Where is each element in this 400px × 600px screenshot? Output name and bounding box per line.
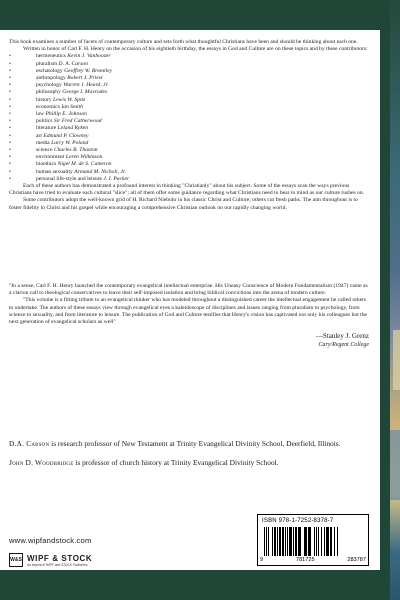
bullet-icon: •	[9, 89, 11, 96]
bullet-icon: •	[9, 75, 11, 82]
publisher-tagline: An Imprint of WIPF and STOCK Publishers	[27, 562, 88, 567]
contributor-item	[9, 140, 369, 147]
contributor-topic: anthropology	[36, 75, 66, 82]
endorsement-paragraph-2: "This volume is a fitting tribute to an evangelical thinker who has modeled throughout a distinguished career the intellectual engagement he called others to undertake. The authors of these essays view through evangelical eyes a kaleidoscope of disciplines and issues ranging from pluralism to psychology, from science to sexuality, and from literature to leisure. The publication of God and Culture testifies that Henry's vision has captivated not only his colleagues but the next generation of evangelical scholars as well"	[9, 297, 367, 326]
contributor-topic: eschatology	[36, 67, 63, 74]
bullet-icon: •	[9, 60, 11, 67]
barcode-digit-group: 9	[260, 557, 264, 563]
contributor-name: Larry W. Poland	[51, 139, 89, 146]
barcode-bar	[338, 527, 339, 556]
contributor-list	[9, 53, 369, 183]
contributor-name: Lewis W. Spitz	[52, 96, 86, 103]
contributor-topic: media	[36, 139, 50, 146]
editor-description: is research professor of New Testament at Trinity Evangelical Divinity School, Deerfield, Illinois.	[49, 439, 341, 448]
contributor-name: Sir Fred Catherwood	[53, 118, 102, 125]
contributor-topic: law	[36, 111, 45, 118]
endorsement-attribution	[9, 332, 369, 349]
contributor-name: Edmund P. Clowney	[43, 132, 89, 139]
contributor-topic: pluralism	[36, 60, 58, 67]
contributor-name: Nigel M. de S. Cameron	[57, 161, 112, 168]
contributor-item	[9, 61, 369, 68]
editors-block	[9, 439, 369, 476]
contributor-item	[9, 176, 369, 183]
bullet-icon: •	[9, 96, 11, 103]
editor-bio	[9, 439, 369, 449]
contributor-name: George I. Mavrodes	[62, 89, 108, 96]
bullet-icon: •	[9, 132, 11, 139]
contributor-item	[9, 161, 369, 168]
contributor-item	[9, 89, 369, 96]
contributor-topic: environment	[36, 154, 65, 161]
contributor-name: Phillip E. Johnson	[45, 111, 87, 118]
bullet-icon: •	[9, 53, 11, 60]
publisher-logo	[9, 552, 92, 568]
contributor-item	[9, 68, 369, 75]
publisher-name: WIPF & STOCK	[27, 553, 93, 563]
contributor-topic: human sexuality	[36, 168, 73, 175]
barcode-digits	[260, 557, 366, 563]
bullet-icon: •	[9, 125, 11, 132]
bullet-icon: •	[9, 147, 11, 154]
endorsement-block	[9, 283, 369, 349]
bullet-icon: •	[9, 161, 11, 168]
text-panel	[0, 30, 380, 570]
contributor-name: D. A. Carson	[58, 60, 88, 67]
contributor-item	[9, 118, 369, 125]
contributor-topic: personal life-style and leisure	[36, 175, 103, 182]
editor-bio	[9, 458, 369, 468]
contributor-item	[9, 154, 369, 161]
contributor-topic: psychology	[36, 82, 62, 89]
isbn-barcode	[257, 514, 369, 566]
editor-name: D.A. Carson	[9, 439, 50, 448]
cover-art-strip	[390, 0, 400, 600]
contributor-name: Ian Smith	[61, 103, 83, 110]
contributor-topic: philosophy	[36, 89, 61, 96]
contributor-topic: science	[36, 147, 53, 154]
contributor-item	[9, 169, 369, 176]
contributor-topic: bioethics	[36, 161, 57, 168]
contributor-item	[9, 97, 369, 104]
contributor-name: Charles B. Thaxton	[53, 147, 98, 154]
interest-paragraph: Each of these authors has demonstrated a profound interest in thinking "Christianly" about his subject. Some of the essays scan the ways previous Christians have tried to evaluate each cultural "slice"; all of them offer some guidance regarding what Christians need to bear in mind as our culture rushes on.	[9, 183, 365, 197]
contributor-name: Warren J. Heard, Jr.	[63, 82, 109, 89]
bullet-icon: •	[9, 139, 11, 146]
bullet-icon: •	[9, 175, 11, 182]
contributor-item	[9, 147, 369, 154]
contributor-name: Geoffrey W. Bromiley	[64, 67, 113, 74]
contributor-name: Loren Wilkinson	[65, 154, 103, 161]
barcode-digit-group: 781725	[295, 557, 315, 563]
bullet-icon: •	[9, 67, 11, 74]
publisher-logo-icon: W&S	[9, 553, 23, 567]
niebuhr-paragraph: Some contributors adopt the well-known grid of H. Richard Niebuhr in his classic Christ and Culture; others cut fresh paths. The aim throughout is to foster fidelity to Christ and his gospel while encouraging a comprehensive Christian outlook on our rapidly changing world.	[9, 197, 358, 211]
contributor-name: Leland Ryken	[57, 125, 89, 132]
contributor-topic: economics	[36, 103, 60, 110]
editor-name: John D. Woodbridge	[9, 457, 74, 467]
description-block	[9, 39, 369, 212]
bullet-icon: •	[9, 111, 11, 118]
contributor-item	[9, 53, 369, 60]
contributor-item	[9, 125, 369, 132]
contributor-topic: hermeneutics	[36, 53, 66, 60]
contributor-item	[9, 133, 369, 140]
endorsement-paragraph-1: "In a sense, Carl F. H. Henry launched the contemporary evangelical intellectual enterprise. His Uneasy Conscience of Modern Fundamentalism (1947) came as a clarion call to theological conservatives to leave their self-imposed isolation and bring biblical convictions into the arena of modern culture.	[9, 283, 368, 297]
contributor-name: Kevin J. Vanhoozer	[67, 53, 111, 60]
bullet-icon: •	[9, 118, 11, 125]
contributor-topic: art	[36, 132, 42, 139]
endorser-affiliation: Cary/Regent College	[318, 342, 369, 349]
contributor-topic: literature	[36, 125, 57, 132]
contributor-item	[9, 111, 369, 118]
bullet-icon: •	[9, 103, 11, 110]
occasion-paragraph: Written in honor of Carl F. H. Henry on the occasion of his eightieth birthday, the essays in God and Culture are on these topics and by these contributors:	[23, 46, 368, 53]
bullet-icon: •	[9, 154, 11, 161]
contributor-item	[9, 82, 369, 89]
contributor-name: Armand M. Nicholi, Jr.	[74, 168, 126, 175]
contributor-topic: history	[36, 96, 52, 103]
publisher-website[interactable]: www.wipfandstock.com	[9, 536, 92, 545]
endorser-name: —Stanley J. Grenz	[315, 332, 369, 341]
editor-description: is professor of church history at Trinity Evangelical Divinity School.	[73, 457, 279, 467]
contributor-name: J. I. Packer	[103, 175, 130, 182]
barcode-digit-group: 283787	[347, 557, 366, 563]
contributor-name: Robert J. Priest	[67, 75, 103, 82]
isbn-number: ISBN 978-1-7252-8378-7	[262, 518, 334, 524]
intro-paragraph: This book examines a number of facets of contemporary culture and sets forth what thoughtful Christians have been and should be thinking about each one.	[9, 39, 358, 45]
barcode-bars	[264, 527, 364, 556]
contributor-item	[9, 104, 369, 111]
contributor-topic: politics	[36, 118, 53, 125]
bullet-icon: •	[9, 82, 11, 89]
contributor-item	[9, 75, 369, 82]
bullet-icon: •	[9, 168, 11, 175]
